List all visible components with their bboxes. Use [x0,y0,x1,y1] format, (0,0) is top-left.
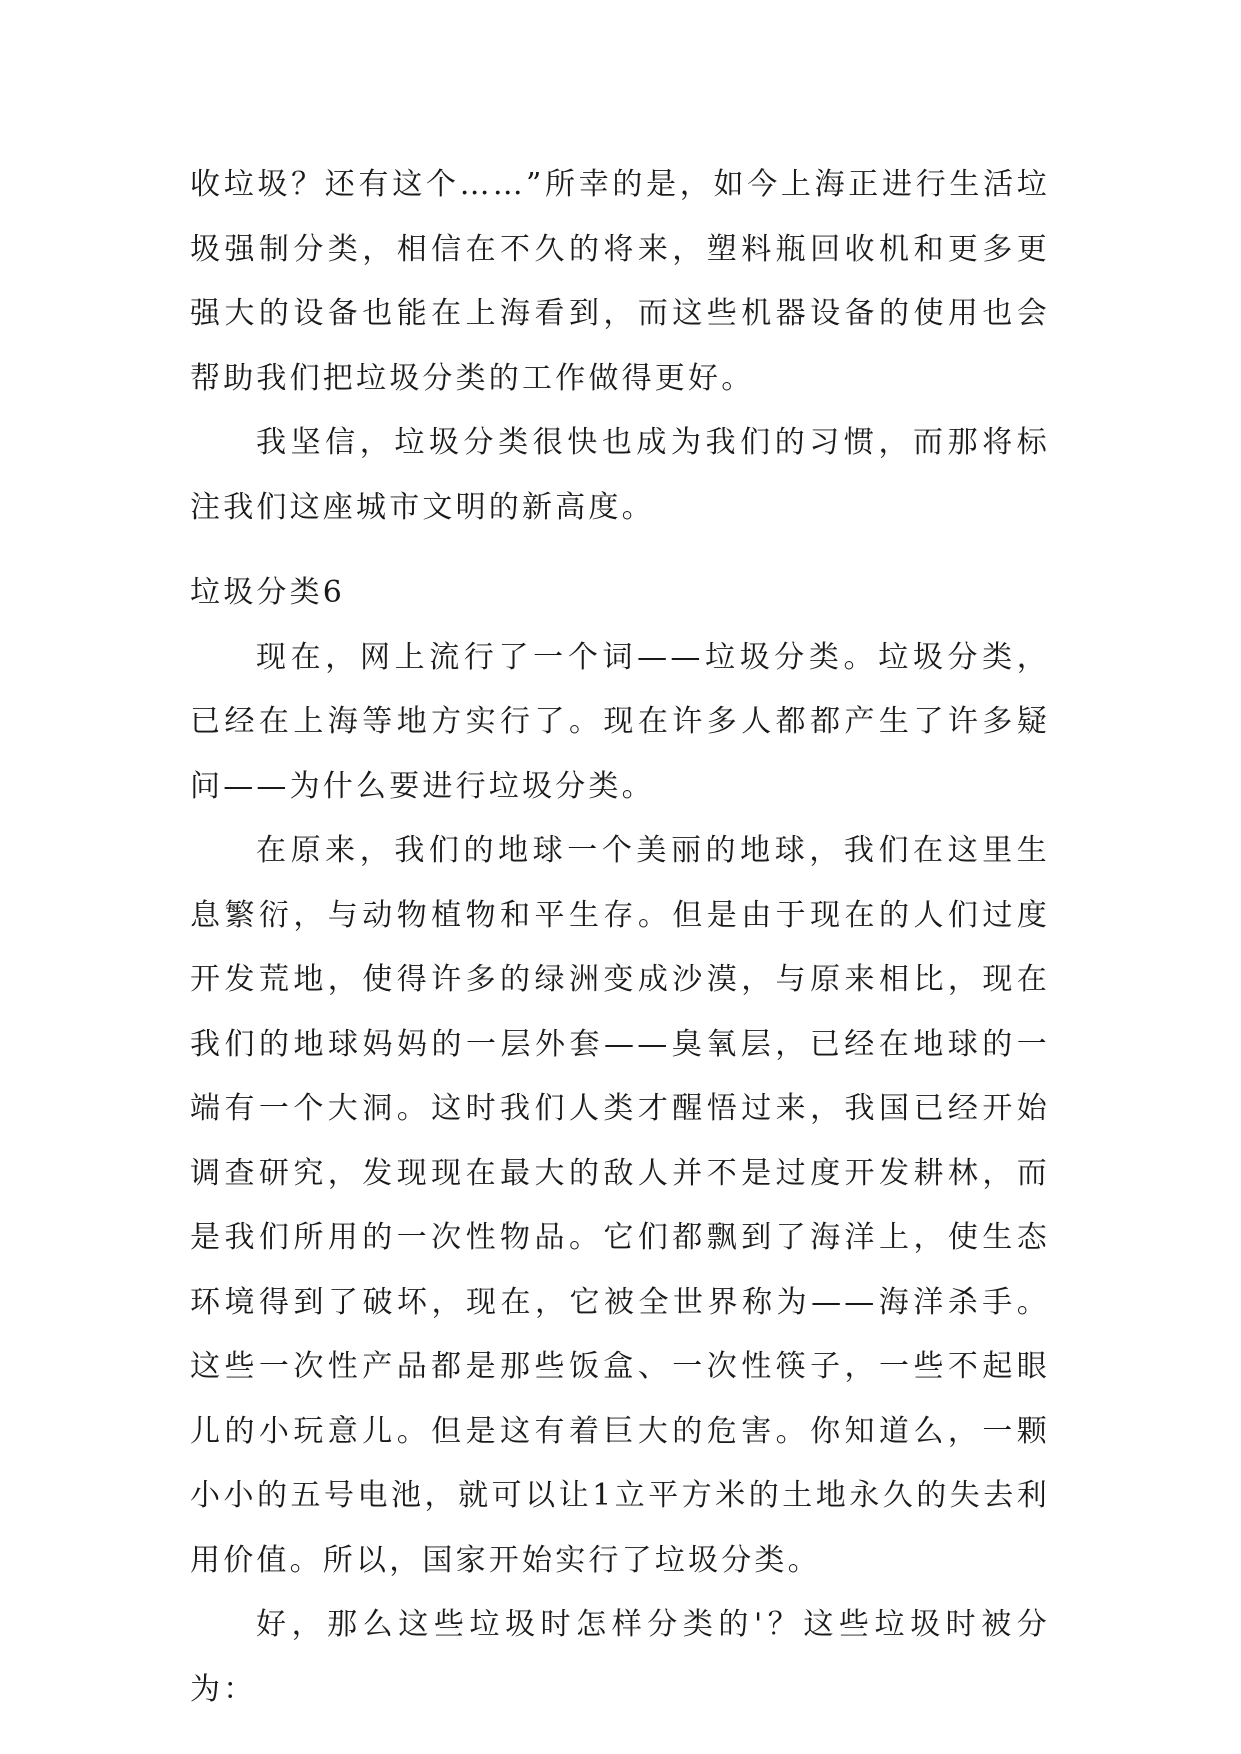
paragraph-conclusion: 我坚信，垃圾分类很快也成为我们的习惯，而那将标注我们这座城市文明的新高度。 [190,425,1050,525]
paragraph-body: 在原来，我们的地球一个美丽的地球，我们在这里生息繁衍，与动物植物和平生存。但是由于现在的人们过度开发荒地，使得许多的绿洲变成沙漠，与原来相比，现在我们的地球妈妈的一层外套——臭氧层，已经在地球的一端有一个大洞。这时我们人类才醒悟过来，我国已经开始调查研究，发现现在最大的敌人并不是过度开发耕林，而是我们所用的一次性物品。它们都飘到了海洋上，使生态环境得到了破坏，现在，它被全世界称为——海洋杀手。这些一次性产品都是那些饭盒、一次性筷子，一些不起眼儿的小玩意儿。但是这有着巨大的危害。你知道么，一颗小小的五号电池，就可以让1立平方米的土地永久的失去利用价值。所以，国家开始实行了垃圾分类。 [190,833,1050,1578]
paragraph-intro: 现在，网上流行了一个词——垃圾分类。垃圾分类，已经在上海等地方实行了。现在许多人都都产生了许多疑问——为什么要进行垃圾分类。 [190,639,1050,804]
section-title: 垃圾分类6 [190,575,346,610]
paragraph-continuation: 收垃圾？还有这个……”所幸的是，如今上海正进行生活垃圾强制分类，相信在不久的将来，塑料瓶回收机和更多更强大的设备也能在上海看到，而这些机器设备的使用也会帮助我们把垃圾分类的工作做得更好。 [190,167,1050,396]
paragraph-question: 好，那么这些垃圾时怎样分类的'？这些垃圾时被分为： [190,1607,1050,1707]
text-block-upper [190,153,1050,540]
text-block-lower [190,561,1050,1722]
